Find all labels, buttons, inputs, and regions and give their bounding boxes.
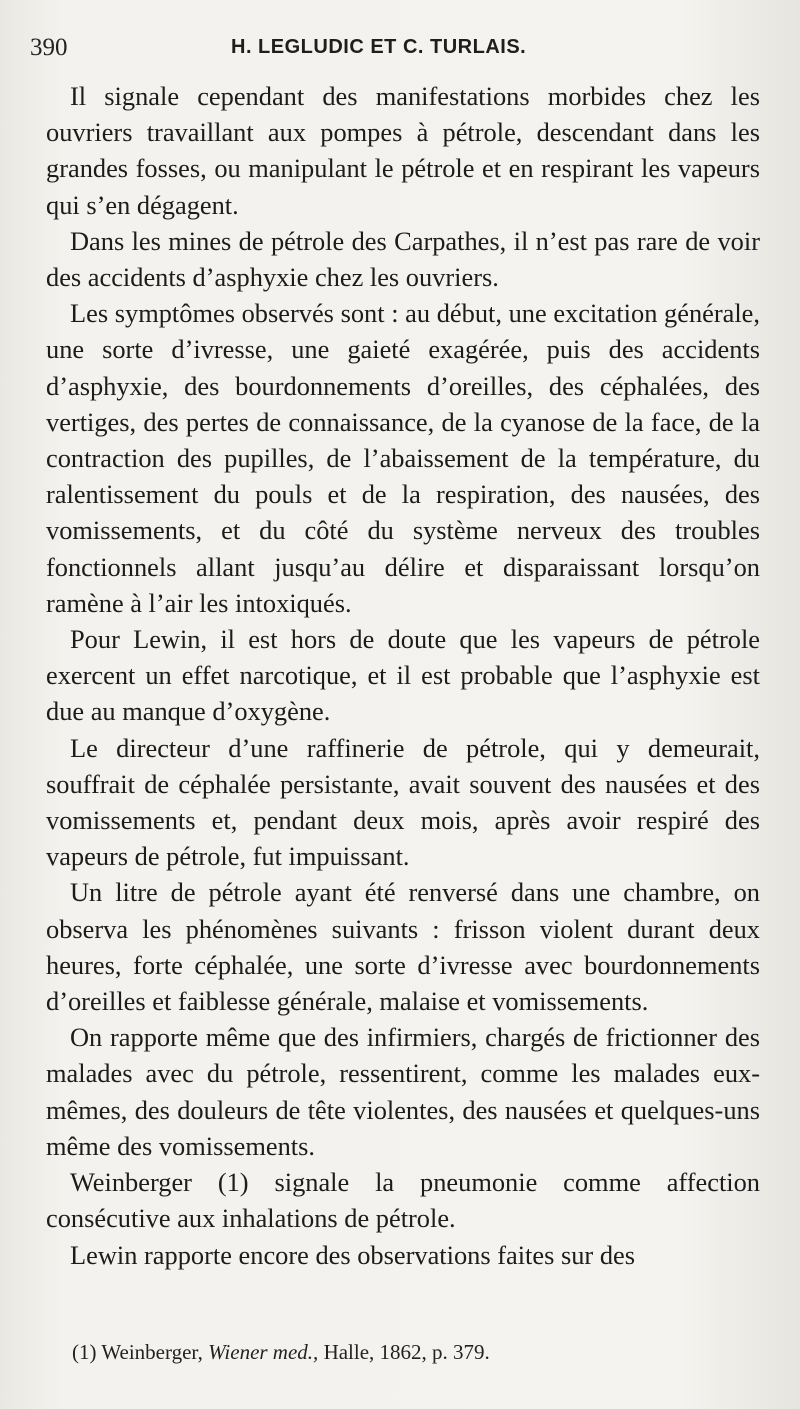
- running-head: H. LEGLUDIC ET C. TURLAIS.: [231, 36, 527, 58]
- paragraph: Les symptômes observés sont : au début, une excitation générale, une sorte d’ivresse, une gaieté exagérée, puis des accidents d’asphyxie, des bourdonnements d’oreilles, des céphalées, des vertiges, des pertes de connaissance, de la cyanose de la face, de la contraction des pupilles, de l’abaissement de la température, du ralentissement du pouls et de la respiration, des nausées, des vomissements, et du côté du système nerveux des troubles fonctionnels allant jusqu’au délire et disparaissant lorsqu’on ramène à l’air les intoxiqués.: [46, 298, 760, 618]
- page-header: [28, 34, 768, 68]
- paragraph: Un litre de pétrole ayant été renversé dans une chambre, on observa les phénomènes suivants : frisson violent durant deux heures, forte céphalée, une sorte d’ivresse avec bourdonnements d’oreilles et faiblesse générale, malaise et vomissements.: [46, 877, 760, 1017]
- page-number: 390: [30, 34, 68, 61]
- paragraph: Dans les mines de pétrole des Carpathes, il n’est pas rare de voir des accidents d’asphyxie chez les ouvriers.: [46, 225, 760, 293]
- paragraph: On rapporte même que des infirmiers, chargés de frictionner des malades avec du pétrole, ressentirent, comme les malades eux-mêmes, des douleurs de tête violentes, des nausées et quelques-uns même des vomissements.: [46, 1022, 760, 1161]
- paragraph: Lewin rapporte encore des observations faites sur des: [70, 1239, 636, 1270]
- paragraph: Le directeur d’une raffinerie de pétrole, qui y demeurait, souffrait de céphalée persistante, avait souvent des nausées et des vomissements et, pendant deux mois, après avoir respiré des vapeurs de pétrole, fut impuissant.: [46, 732, 760, 872]
- footnote-author: Weinberger,: [101, 1340, 203, 1364]
- footnote: [72, 1338, 762, 1366]
- paragraph: Il signale cependant des manifestations morbides chez les ouvriers travaillant aux pompes à pétrole, descendant dans les grandes fosses, ou manipulant le pétrole et en respirant les vapeurs qui s’en dégagent.: [46, 81, 760, 220]
- footnote-marker: (1): [72, 1340, 97, 1364]
- footnote-journal: Wiener med.,: [208, 1340, 319, 1364]
- paragraph: Weinberger (1) signale la pneumonie comme affection consécutive aux inhalations de pétrole.: [46, 1167, 760, 1234]
- paragraph: Pour Lewin, il est hors de doute que les vapeurs de pétrole exercent un effet narcotique, et il est probable que l’asphyxie est due au manque d’oxygène.: [46, 624, 760, 727]
- footnote-details: Halle, 1862, p. 379.: [323, 1340, 490, 1364]
- body-text: [46, 78, 760, 1273]
